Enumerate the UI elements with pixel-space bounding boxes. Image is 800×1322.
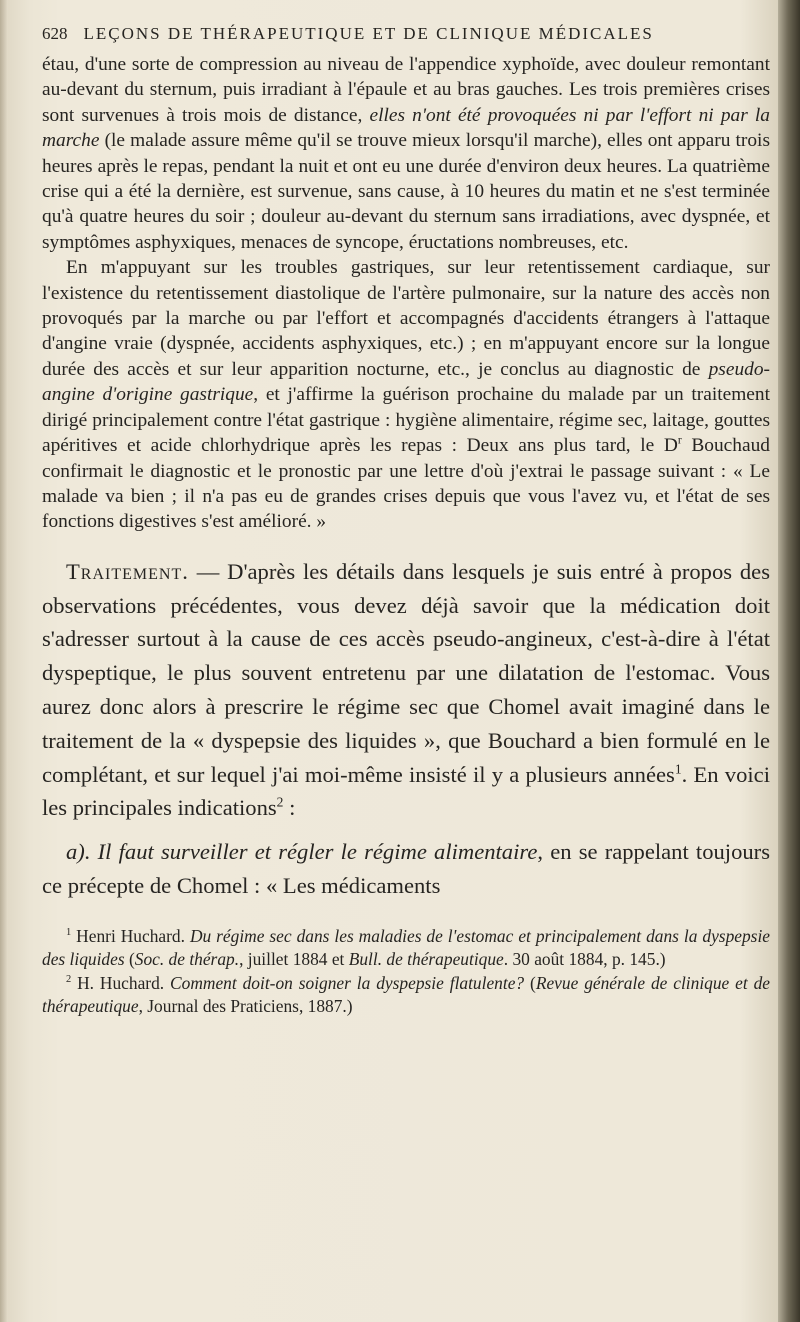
page-edge	[778, 0, 800, 1322]
observation-paragraph-1: étau, d'une sorte de compression au niveau de l'appendice xyphoïde, avec douleur remontant au-devant du sternum, puis irradiant à l'épaule et au bras gauches. Les trois premières crises sont survenues à trois mois de distance, elles n'ont été provoquées ni par l'effort ni par la marche (le malade assure même qu'il se trouve mieux lorsqu'il marche), elles ont apparu trois heures après le repas, pendant la nuit et ont eu une durée d'environ deux heures. La quatrième crise qui a été la dernière, est survenue, sans cause, à 10 heures du matin et ne s'est terminée qu'à quatre heures du soir ; douleur au-devant du sternum sans irradiations, avec dyspnée, et symptômes asphyxiques, menaces de syncope, éructations nombreuses, etc.	[42, 54, 770, 253]
running-head	[42, 24, 770, 44]
running-title: LEÇONS DE THÉRAPEUTIQUE ET DE CLINIQUE MÉDICALES	[83, 24, 654, 43]
footnote-ref-2: 2	[276, 794, 284, 810]
treatment-paragraph-1: Traitement. — D'après les détails dans lesquels je suis entré à propos des observations précédentes, vous devez déjà savoir que la médication doit s'adresser surtout à la cause de ces accès pseudo-angineux, c'est-à-dire à l'état dyspeptique, le plus souvent entretenu par une dilatation de l'estomac. Vous aurez donc alors à prescrire le régime sec que Chomel avait imaginé dans le traitement de la « dyspepsie des liquides », que Bouchard a bien formulé en le complétant, et sur lequel j'ai moi-même insisté il y a plusieurs années$^1$. En voici les principales indications$^2$ :	[42, 558, 770, 821]
treatment-section	[42, 555, 770, 903]
footnote-1: $^1$ Henri Huchard. Du régime sec dans les maladies de l'estomac et principalement dans la dyspepsie des liquides (Soc. de thérap., juillet 1884 et Bull. de thérapeutique. 30 août 1884, p. 145.)	[42, 925, 770, 970]
footnote-2: $^2$ H. Huchard. Comment doit-on soigner la dyspepsie flatulente? (Revue générale de clinique et de thérapeutique, Journal des Praticiens, 1887.)	[42, 972, 771, 1017]
page-gutter	[0, 0, 8, 1322]
observation-paragraph-2: En m'appuyant sur les troubles gastriques, sur leur retentissement cardiaque, sur l'existence du retentissement diastolique de l'artère pulmonaire, sur la nature des accès non provoqués par la marche ou par l'effort et accompagnés d'accidents étrangers à l'attaque d'angine vraie (dyspnée, accidents asphyxiques, etc.) ; en m'appuyant encore sur la longue durée des accès et sur leur apparition nocturne, etc., je conclus au diagnostic de pseudo-angine d'origine gastrique, et j'affirme la guérison prochaine du malade par un traitement dirigé principalement contre l'état gastrique : hygiène alimentaire, régime sec, laitage, gouttes apéritives et acide chlorhydrique après les repas : Deux ans plus tard, le $D^r$ Bouchaud confirmait le diagnostic et le pronostic par une lettre d'où j'extrai le passage suivant : « Le malade va bien ; il n'a pas eu de grandes crises depuis que vous l'avez vu, et l'état de ses fonctions digestives s'est amélioré. »	[42, 257, 770, 533]
footnote-ref-1: 1	[674, 760, 682, 776]
section-heading: Traitement.	[66, 558, 189, 584]
observation-text	[42, 52, 770, 535]
page-text	[42, 24, 770, 1019]
treatment-paragraph-2: a). Il faut surveiller et régler le régime alimentaire, en se rappelant toujours ce précepte de Chomel : « Les médicaments	[42, 839, 770, 898]
page-number: 628	[42, 24, 68, 43]
footnotes	[42, 925, 770, 1019]
